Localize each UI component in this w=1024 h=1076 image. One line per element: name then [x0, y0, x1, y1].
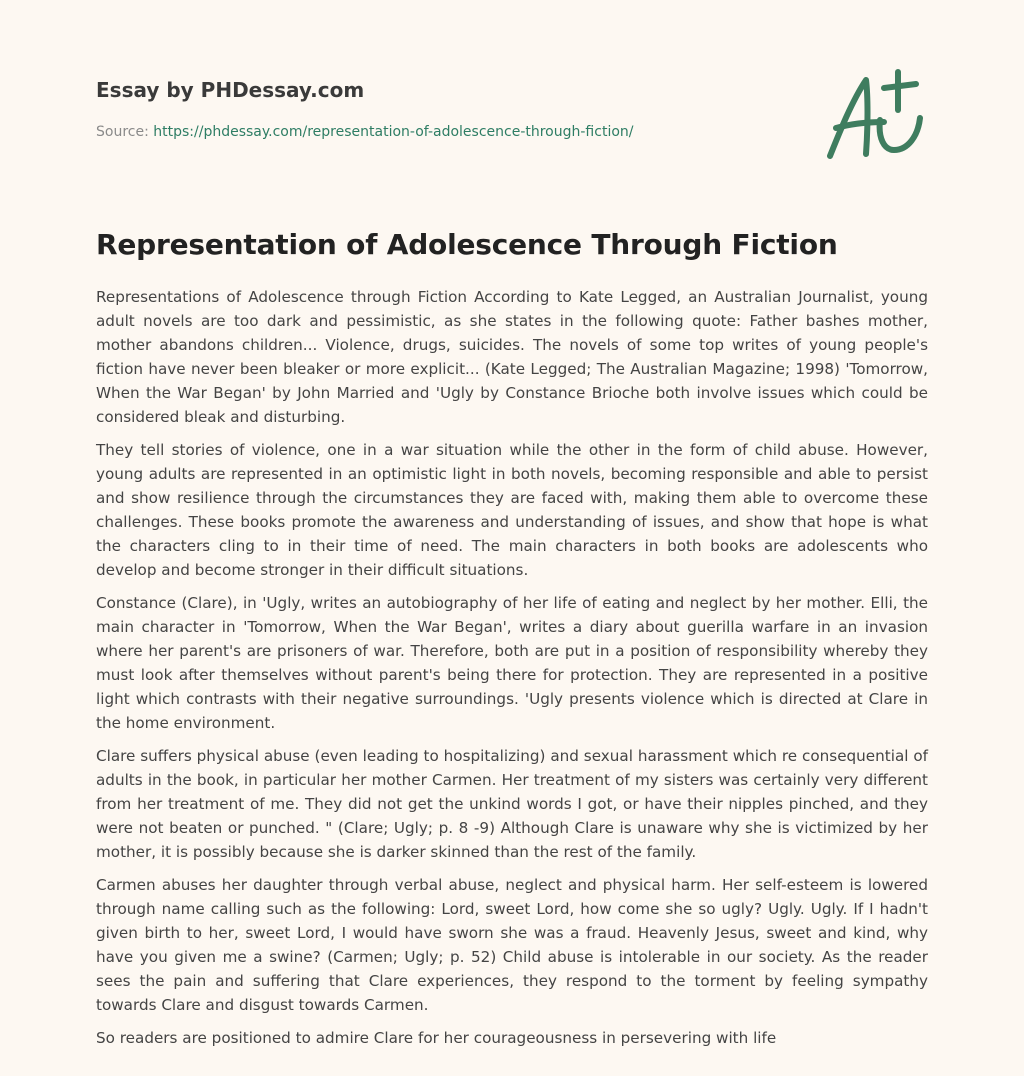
- essay-paragraph: Constance (Clare), in 'Ugly, writes an autobiography of her life of eating and neglect by her mother. Elli, the main character in 'Tomorrow, When the War Began', writes a diary about guerilla warfare in an invasion where her parent's are prisoners of war. Therefore, both are put in a position of responsibility whereby they must look after themselves without parent's being there for protection. They are represented in a positive light which contrasts with their negative surroundings. 'Ugly presents violence which is directed at Clare in the home environment.: [96, 594, 928, 732]
- essay-title: Representation of Adolescence Through Fiction: [96, 228, 838, 261]
- a-plus-logo-icon: [822, 66, 926, 164]
- essay-paragraph: So readers are positioned to admire Clare for her courageousness in persevering with life: [96, 1029, 777, 1047]
- essay-paragraph: Carmen abuses her daughter through verbal abuse, neglect and physical harm. Her self-esteem is lowered through name calling such as the following: Lord, sweet Lord, how come she so ugly? Ugly. Ugly. If I hadn't given birth to her, sweet Lord, I would have sworn she was a fraud. Heavenly Jesus, sweet and kind, why have you given me a swine? (Carmen; Ugly; p. 52) Child abuse is intolerable in our society. As the reader sees the pain and suffering that Clare experiences, they respond to the torment by feeling sympathy towards Clare and disgust towards Carmen.: [96, 876, 928, 1014]
- brand-title: Essay by PHDessay.com: [96, 78, 365, 102]
- source-label: Source:: [96, 124, 149, 140]
- essay-paragraph: Representations of Adolescence through Fiction According to Kate Legged, an Australian Journalist, young adult novels are too dark and pessimistic, as she states in the following quote: Father bashes mother, mother abandons children... Violence, drugs, suicides. The novels of some top writes of young people's fiction have never been bleaker or more explicit... (Kate Legged; The Australian Magazine; 1998) 'Tomorrow, When the War Began' by John Married and 'Ugly by Constance Brioche both involve issues which could be considered bleak and disturbing.: [96, 288, 928, 426]
- essay-body: [96, 285, 928, 1059]
- source-link[interactable]: https://phdessay.com/representation-of-adolescence-through-fiction/: [153, 124, 634, 140]
- essay-paragraph: Clare suffers physical abuse (even leading to hospitalizing) and sexual harassment which re consequential of adults in the book, in particular her mother Carmen. Her treatment of my sisters was certainly very different from her treatment of me. They did not get the unkind words I got, or have their nipples pinched, and they were not beaten or punched. " (Clare; Ugly; p. 8 -9) Although Clare is unaware why she is victimized by her mother, it is possibly because she is darker skinned than the rest of the family.: [96, 747, 928, 861]
- source-line: [96, 124, 633, 140]
- essay-paragraph: They tell stories of violence, one in a war situation while the other in the form of child abuse. However, young adults are represented in an optimistic light in both novels, becoming responsible and able to persist and show resilience through the circumstances they are faced with, making them able to overcome these challenges. These books promote the awareness and understanding of issues, and show that hope is what the characters cling to in their time of need. The main characters in both books are adolescents who develop and become stronger in their difficult situations.: [96, 441, 928, 579]
